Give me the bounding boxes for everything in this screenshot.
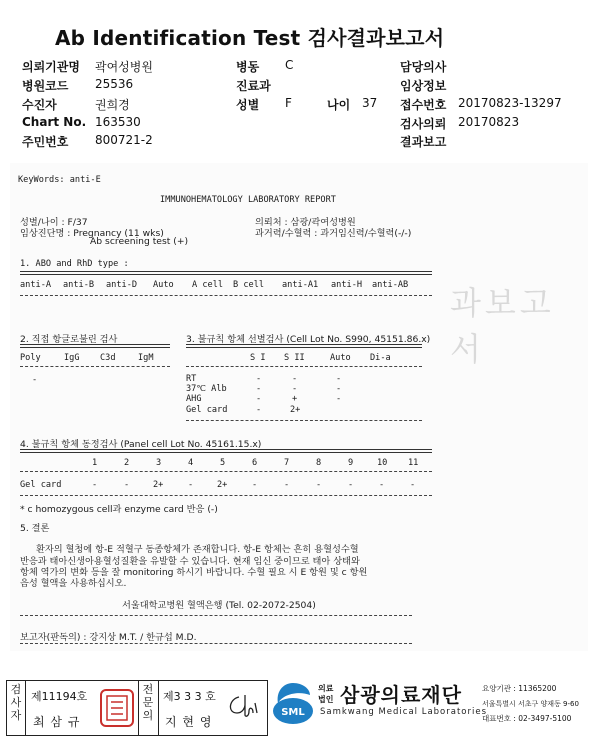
org-prefix: 의료법인 — [318, 684, 334, 704]
panel-header: 3 — [156, 458, 162, 468]
panel-row-name: Gel card — [20, 480, 62, 490]
ward-label: 병동 — [236, 60, 260, 74]
screen-header: S I — [250, 353, 266, 363]
scanned-report — [10, 163, 588, 651]
panel-cell: 2+ — [153, 480, 164, 490]
dat-value: - — [32, 375, 38, 385]
screen-cell: - — [292, 384, 298, 394]
lab-title: IMMUNOHEMATOLOGY LABORATORY REPORT — [160, 195, 336, 205]
screen-cell: - — [336, 384, 342, 394]
dat-header: IgG — [64, 353, 80, 363]
panel-header: 5 — [220, 458, 226, 468]
signature-box — [6, 680, 268, 736]
doctor-label: 담당의사 — [400, 60, 447, 74]
ward-value: C — [285, 58, 294, 72]
screen-cell: - — [336, 394, 342, 404]
age-value: 37 — [362, 96, 378, 110]
hospital-code-label: 병원코드 — [22, 79, 69, 93]
panel-cell: - — [252, 480, 258, 490]
screen-row-name: AHG — [186, 394, 202, 404]
conclusion-line: 환자의 혈청에 항-E 적혈구 동종항체가 존재합니다. 항-E 항체는 흔히 용혈성수혈 — [36, 544, 359, 555]
screen-header: Auto — [330, 353, 351, 363]
abo-header: Auto — [153, 280, 174, 290]
screen-cell: + — [292, 394, 298, 404]
specialist-license: 제3 3 3 호 — [163, 690, 216, 703]
org-registration: 요양기관 : 11365200 — [482, 684, 557, 693]
divider — [20, 271, 432, 275]
keywords: KeyWords: anti-E — [18, 175, 101, 185]
screen-cell: - — [256, 374, 262, 384]
sml-logo-text: SML — [281, 707, 305, 718]
resident-no-value: 800721-2 — [95, 133, 153, 147]
section-5-title: 5. 결론 — [20, 523, 50, 534]
divider — [20, 366, 170, 367]
screen-cell: - — [256, 394, 262, 404]
divider — [186, 366, 422, 367]
footer — [0, 677, 594, 744]
dat-header: C3d — [100, 353, 116, 363]
panel-note: * c homozygous cell과 enzyme card 반응 (-) — [20, 504, 218, 515]
receipt-no-label: 접수번호 — [400, 98, 447, 112]
panel-cell: - — [284, 480, 290, 490]
divider — [20, 495, 432, 496]
watermark-text: 과보고서 — [450, 284, 555, 368]
screen-header: S II — [284, 353, 305, 363]
divider — [186, 344, 422, 348]
resident-no-label: 주민번호 — [22, 135, 69, 149]
panel-header: 1 — [92, 458, 98, 468]
abo-header: anti-H — [331, 280, 363, 290]
request-date-label: 검사의뢰 — [400, 117, 447, 131]
report-title: Ab Identification Test 검사결과보고서 — [55, 26, 445, 50]
sml-logo-icon — [270, 681, 316, 727]
screen-row-name: RT — [186, 374, 197, 384]
transfusion-history: 과거력/수혈력 : 과거임신력/수혈력(-/-) — [255, 228, 412, 239]
abo-header: anti-A1 — [282, 280, 319, 290]
specialist-name: 지 현 영 — [165, 715, 213, 729]
sex-label: 성별 — [236, 98, 260, 112]
panel-header: 6 — [252, 458, 258, 468]
clinical-info-label: 임상정보 — [400, 79, 447, 93]
sex-age: 성별/나이 : F/37 — [20, 217, 88, 228]
abo-header: anti-D — [106, 280, 138, 290]
clinical-diagnosis: 임상진단명 : Pregnancy (11 wks) — [20, 228, 164, 239]
referrer-value: 곽여성병원 — [95, 60, 153, 74]
panel-header: 9 — [348, 458, 354, 468]
screen-cell: - — [292, 374, 298, 384]
panel-cell: - — [410, 480, 416, 490]
divider — [20, 615, 412, 616]
abo-header: anti-AB — [372, 280, 409, 290]
conclusion-line: 음성 혈액을 사용하십시오. — [20, 578, 127, 589]
panel-header: 2 — [124, 458, 130, 468]
divider — [20, 295, 432, 296]
divider — [20, 449, 432, 453]
inspector-license: 제11194호 — [31, 690, 88, 703]
result-report-label: 결과보고 — [400, 135, 447, 149]
panel-cell: - — [316, 480, 322, 490]
panel-cell: - — [348, 480, 354, 490]
conclusion-line: 항체 역가의 변화 등을 잘 monitoring 하시기 바랍니다. 수혈 필요 시 E 항원 및 c 항원 — [20, 567, 368, 578]
department-label: 진료과 — [236, 79, 271, 93]
abo-header: B cell — [233, 280, 265, 290]
dat-header: Poly — [20, 353, 41, 363]
panel-header: 7 — [284, 458, 290, 468]
divider — [138, 681, 139, 735]
abo-header: anti-A — [20, 280, 52, 290]
org-phone: 대표번호 : 02-3497-5100 — [482, 714, 572, 723]
referrer-label: 의뢰기관명 — [22, 60, 80, 74]
chart-no-label: Chart No. — [22, 115, 87, 129]
screen-row-name: 37℃ Alb — [186, 384, 227, 394]
inspector-name: 최 삼 규 — [33, 715, 81, 729]
hospital-code-value: 25536 — [95, 77, 134, 91]
abo-header: anti-B — [63, 280, 95, 290]
screen-cell: - — [256, 405, 262, 415]
screen-result: Ab screening test (+) — [90, 236, 189, 247]
blood-bank: 서울대학교병원 혈액은행 (Tel. 02-2072-2504) — [122, 600, 316, 611]
org-english-name: Samkwang Medical Laboratories — [320, 707, 488, 717]
screen-cell: - — [256, 384, 262, 394]
patient-label: 수진자 — [22, 98, 57, 112]
panel-header: 11 — [408, 458, 419, 468]
dat-header: IgM — [138, 353, 154, 363]
divider — [186, 420, 422, 421]
section-4-title: 4. 불규칙 항체 동정검사 (Panel cell Lot No. 45161.15.x) — [20, 439, 262, 450]
panel-cell: 2+ — [217, 480, 228, 490]
divider — [20, 471, 432, 472]
chart-no-value: 163530 — [95, 115, 141, 129]
age-label: 나이 — [327, 98, 351, 112]
abo-header: A cell — [192, 280, 224, 290]
divider — [25, 681, 26, 735]
panel-cell: - — [124, 480, 130, 490]
section-2-title: 2. 직접 항글로불린 검사 — [20, 334, 118, 345]
panel-header: 4 — [188, 458, 194, 468]
inspector-label: 검사자 — [10, 683, 22, 722]
panel-header: 8 — [316, 458, 322, 468]
signature-icon — [225, 691, 261, 723]
screen-cell: 2+ — [290, 405, 301, 415]
receipt-no-value: 20170823-13297 — [458, 96, 562, 110]
referrer: 의뢰처 : 삼광/곽여성병원 — [255, 217, 356, 228]
divider — [20, 643, 412, 644]
request-date-value: 20170823 — [458, 115, 520, 129]
panel-cell: - — [379, 480, 385, 490]
org-name: 삼광의료재단 — [340, 683, 462, 707]
section-3-title: 3. 불규칙 항체 선별검사 (Cell Lot No. S990, 45151.86.x) — [186, 334, 431, 345]
inspector-seal-icon — [99, 688, 135, 728]
reporter: 보고자(판독의) : 강지상 M.T. / 한규섭 M.D. — [20, 632, 197, 643]
panel-cell: - — [188, 480, 194, 490]
divider — [20, 344, 170, 348]
sex-value: F — [285, 96, 292, 110]
specialist-label: 전문의 — [142, 683, 154, 722]
patient-value: 권희경 — [95, 98, 130, 112]
org-address: 서울특별시 서초구 양재동 9-60 — [482, 700, 579, 708]
screen-header: Di-a — [370, 353, 391, 363]
screen-row-name: Gel card — [186, 405, 228, 415]
panel-cell: - — [92, 480, 98, 490]
section-1-title: 1. ABO and RhD type : — [20, 259, 129, 269]
screen-cell: - — [336, 374, 342, 384]
conclusion-line: 반응과 태아신생아용혈성질환을 유발할 수 있습니다. 현재 임신 중이므로 태아 상태와 — [20, 556, 360, 567]
panel-header: 10 — [377, 458, 388, 468]
divider — [158, 681, 159, 735]
